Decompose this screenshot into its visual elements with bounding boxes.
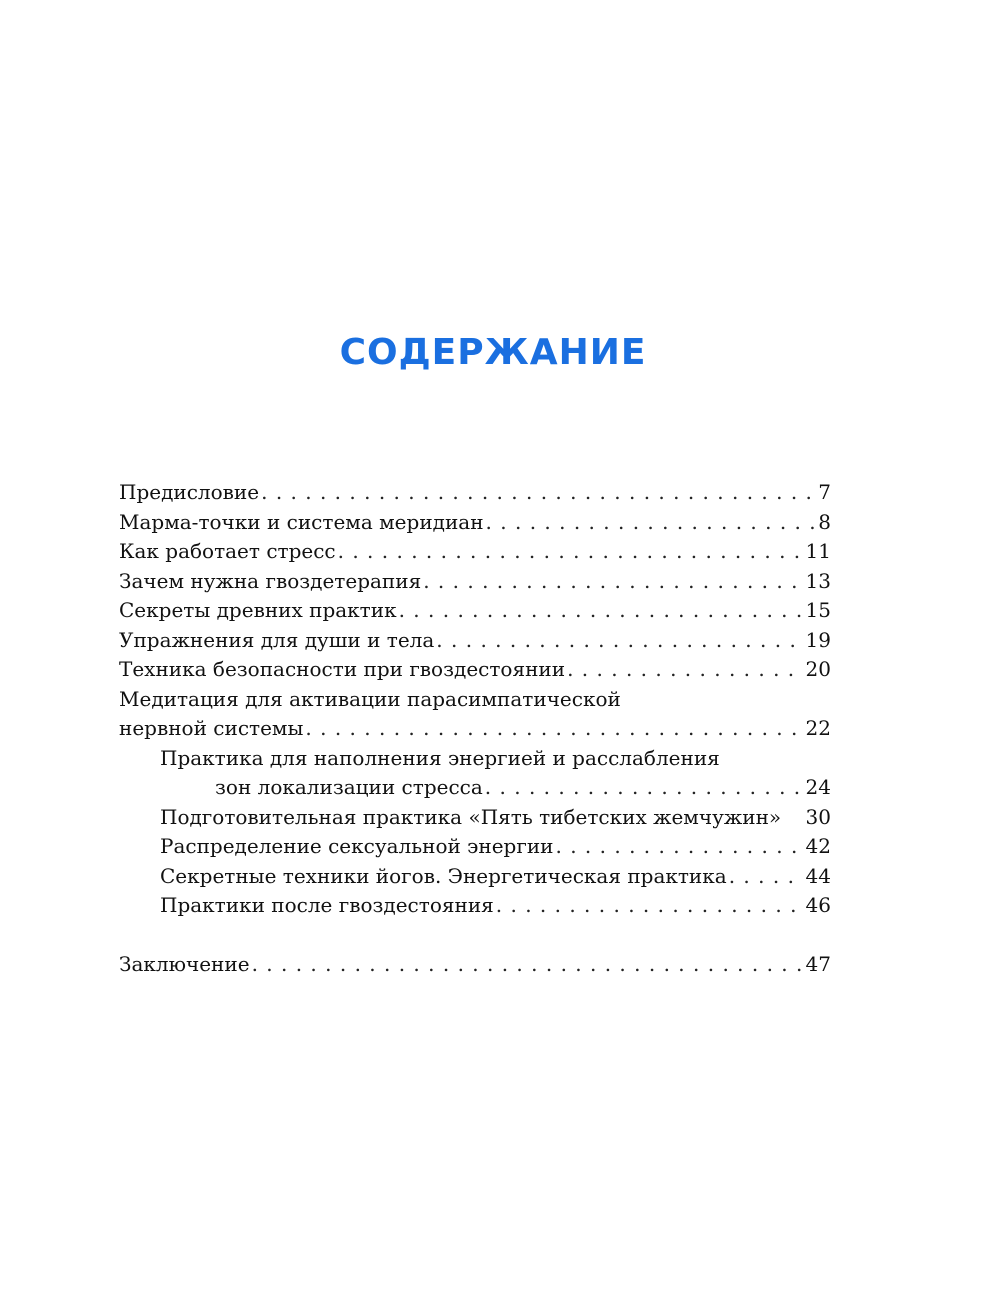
- dot-leader: [567, 655, 801, 685]
- toc-entry-page: 8: [818, 509, 831, 534]
- table-of-contents: [119, 478, 831, 980]
- toc-entry-exercises[interactable]: [119, 626, 831, 656]
- toc-subentry-tibetan-pearls[interactable]: [119, 803, 831, 833]
- toc-entry-preface[interactable]: [119, 478, 831, 508]
- toc-entry-page: 19: [805, 627, 831, 652]
- toc-entry-marma-points[interactable]: [119, 508, 831, 538]
- toc-entry-label: Секретные техники йогов. Энергетическая практика: [160, 863, 727, 888]
- toc-subentry-sexual-energy[interactable]: [119, 832, 831, 862]
- toc-entry-ancient-secrets[interactable]: [119, 596, 831, 626]
- dot-leader: [496, 891, 802, 921]
- toc-entry-label: Секреты древних практик: [119, 598, 397, 622]
- toc-entry-page: 13: [805, 568, 831, 593]
- toc-entry-page: 30: [805, 804, 831, 829]
- dot-leader: [423, 567, 801, 597]
- toc-entry-label: Зачем нужна гвоздетерапия: [119, 568, 422, 593]
- dot-leader: [485, 773, 802, 803]
- toc-entry-label: Как работает стресс: [119, 539, 336, 563]
- toc-entry-label: Упражнения для души и тела: [119, 627, 435, 652]
- toc-entry-label: Техника безопасности при гвоздестоянии: [119, 657, 566, 681]
- dot-leader: [486, 508, 815, 538]
- dot-leader: [436, 626, 801, 656]
- toc-entry-page: 7: [818, 480, 831, 504]
- toc-subentry-after-practice[interactable]: [119, 891, 831, 921]
- toc-entry-label: зон локализации стресса: [215, 775, 483, 799]
- toc-entry-page: 24: [805, 775, 831, 799]
- toc-entry-label: Предисловие: [119, 480, 260, 504]
- toc-entry-label: Подготовительная практика «Пять тибетских жемчужин»: [160, 804, 782, 829]
- toc-entry-page: 20: [805, 657, 831, 681]
- dot-leader: [399, 596, 802, 626]
- toc-entry-page: 46: [805, 893, 831, 917]
- dot-leader: [729, 862, 802, 892]
- toc-entry-page: 44: [805, 863, 831, 888]
- toc-entry-meditation-line1[interactable]: Медитация для активации парасимпатической: [119, 686, 621, 711]
- toc-subentry-yogi-techniques[interactable]: [119, 862, 831, 892]
- toc-entry-label: Марма-точки и система меридиан: [119, 509, 484, 534]
- section-spacer: [119, 921, 831, 951]
- toc-entry-conclusion[interactable]: [119, 950, 831, 980]
- dot-leader: [556, 832, 802, 862]
- dot-leader: [305, 714, 801, 744]
- dot-leader: [252, 950, 802, 980]
- toc-entry-stress[interactable]: [119, 537, 831, 567]
- dot-leader: [261, 478, 814, 508]
- toc-entry-label: Практики после гвоздестояния: [160, 893, 494, 917]
- dot-leader: [338, 537, 802, 567]
- toc-entry-page: 15: [805, 598, 831, 622]
- toc-entry-safety[interactable]: [119, 655, 831, 685]
- toc-entry-page: 42: [805, 834, 831, 858]
- toc-entry-label: Распределение сексуальной энергии: [160, 834, 554, 858]
- toc-entry-label: Заключение: [119, 952, 250, 976]
- toc-entry-page: 22: [805, 716, 831, 740]
- toc-subentry-energy-practice-line1[interactable]: Практика для наполнения энергией и расслабления: [160, 745, 720, 770]
- toc-entry-page: 11: [805, 539, 831, 563]
- toc-entry-nail-therapy[interactable]: [119, 567, 831, 597]
- toc-entry-label: нервной системы: [119, 716, 304, 740]
- toc-entry-meditation[interactable]: [119, 714, 831, 744]
- toc-entry-page: 47: [805, 952, 831, 976]
- toc-subentry-energy-practice[interactable]: [119, 773, 831, 803]
- page-title: СОДЕРЖАНИЕ: [339, 332, 647, 373]
